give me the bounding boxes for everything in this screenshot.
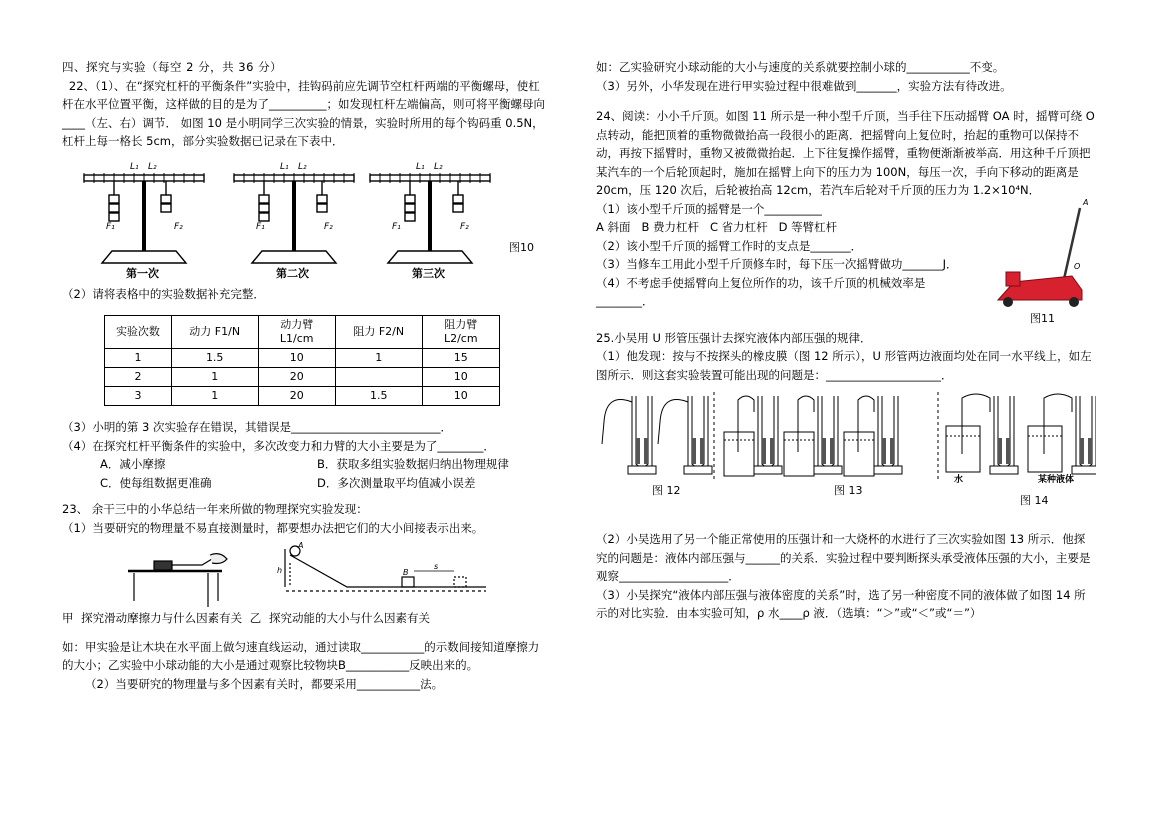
q24-reading: 24、阅读：小小千斤顶。如图 11 所示是一种小型千斤顶，当手往下压动摇臂 OA 时，摇臂可绕 O 点转动，能把顶着的重物微微抬高一段很小的距离．把摇臂向上复位时，抬起的重物可以保持不动，再按下摇臂时，重物又被微微抬起．上下往复操作摇臂，重物便渐渐被举高．用这种千斤顶把某汽车的一个后轮顶起时，施加在摇臂上向下的压力为 100N，每压一次，手向下移动的距离是 20cm，压 120 次后，后轮被抬高 12cm，若汽车后轮对千斤顶的压力为 1.2×10⁴N． — [596, 109, 1095, 197]
q23-fig-caption: 甲 探究滑动摩擦力与什么因素有关 乙 探究动能的大小与什么因素有关 — [62, 611, 430, 625]
q22-options-row2 — [62, 474, 547, 493]
table-cell — [335, 368, 422, 387]
lever-mark-f2: F₂ — [460, 221, 469, 232]
th-l2: 阻力臂 L2/cm — [422, 316, 499, 349]
q22-part4: （4）在探究杠杆平衡条件的实验中，多次改变力和力臂的大小主要是为了________． — [62, 438, 495, 453]
fig13-caption: 图 13 — [834, 484, 863, 497]
lever-mark-f1: F₁ — [256, 221, 265, 232]
option-b: B．获取多组实验数据归纳出物理规律 — [317, 457, 509, 471]
q22-options-row1 — [62, 455, 547, 474]
lever-trial-label: 第三次 — [412, 266, 445, 279]
lever-trial-label: 第二次 — [276, 266, 309, 279]
q25-part2: （2）小吴选用了另一个能正常使用的压强计和一大烧杯的水进行了三次实验如图 13 所示．他探究的问题是：液体内部压强与______的关系．实验过程中要判断探头承受液体压强的大小，主要是观察___________________． — [596, 532, 1091, 583]
jack-figure — [984, 197, 1096, 326]
q25-intro: 25.小吴用 U 形管压强计去探究液体内部压强的规律． — [596, 330, 872, 345]
table-cell: 10 — [258, 349, 335, 368]
th-l1: 动力臂 L1/cm — [258, 316, 335, 349]
q22-part3: （3）小明的第 3 次实验存在错误，其错误是__________________________． — [62, 420, 452, 434]
q22-intro: 22、（1）、在“探究杠杆的平衡条件”实验中，挂钩码前应先调节空杠杆两端的平衡螺母，使杠杆在水平位置平衡，这样做的目的是为了__________；如发现杠杆左端偏高，则可将平衡螺母向____（左、右）调节． 如图 10 是小明同学三次实验的情景，实验时所用的每个钩码重 0.5N，杠杆上每一格长 5cm，部分实验数据已记录在下表中． — [62, 78, 545, 148]
manometer-figures — [596, 392, 1096, 528]
lever-mark-f2: F₂ — [174, 221, 183, 232]
lever-mark-f2: F₂ — [324, 221, 333, 232]
table-row — [105, 387, 500, 406]
q24-q1: （1）该小型千斤顶的摇臂是一个__________ — [596, 201, 822, 216]
table-cell: 1.5 — [171, 349, 258, 368]
lever-mark-f1: F₁ — [106, 221, 115, 232]
q23-control: 如：乙实验研究小球动能的大小与速度的关系就要控制小球的___________不变。 — [596, 60, 1005, 74]
section-title: 四、探究与实验（每空 2 分，共 36 分） — [62, 60, 283, 74]
th-f1: 动力 F1/N — [171, 316, 258, 349]
table-cell: 15 — [422, 349, 499, 368]
table-row — [105, 368, 500, 387]
liquid-other: 某种液体 — [1038, 475, 1075, 485]
liquid-water: 水 — [954, 475, 964, 485]
lever-figure-drawing — [62, 155, 547, 279]
table-cell: 1 — [335, 349, 422, 368]
q23-part2: （2）当要研究的物理量与多个因素有关时，都要采用___________法。 — [85, 676, 444, 691]
fig10-caption: 图10 — [509, 240, 534, 254]
q24-q1-options: A 斜面 B 费力杠杆 C 省力杠杆 D 等臂杠杆 — [596, 220, 838, 234]
table-cell: 3 — [105, 387, 172, 406]
table-cell: 1 — [105, 349, 172, 368]
jack-mark-o: O — [1074, 261, 1081, 271]
jack-mark-a: A — [1083, 197, 1089, 207]
option-c: C．使每组数据更准确 — [100, 475, 212, 490]
experiment-figure — [62, 541, 547, 613]
table-cell: 20 — [258, 387, 335, 406]
table-row — [105, 349, 500, 368]
lever-mark-f1: F₁ — [392, 221, 401, 232]
q24-q4: （4）不考虑手使摇臂向上复位所作的功，该千斤顶的机械效率是________． — [596, 275, 926, 308]
option-a: A．减小摩擦 — [100, 457, 166, 471]
lever-mark-l2: L₂ — [298, 161, 307, 172]
q23-part3: （3）另外，小华发现在进行甲实验过程中很难做到_______，实验方法有待改进。 — [596, 78, 1012, 93]
q25-part1: （1）他发现：按与不按探头的橡皮膜（图 12 所示），U 形管两边液面均处在同一水平线上，如左图所示．则这套实验装置可能出现的问题是：____________________． — [596, 349, 1092, 382]
table-cell: 10 — [422, 387, 499, 406]
table-cell: 10 — [422, 368, 499, 387]
table-cell: 1.5 — [335, 387, 422, 406]
lever-figure — [62, 155, 547, 279]
q24-questions — [596, 197, 1096, 325]
option-d: D．多次测量取平均值减小误差 — [317, 475, 476, 490]
lever-mark-l2: L₂ — [434, 161, 443, 172]
lever-mark-l2: L₂ — [148, 161, 157, 172]
table-cell: 1 — [171, 368, 258, 387]
th-trial: 实验次数 — [105, 316, 172, 349]
q23-part1: （1）当要研究的物理量不易直接测量时，都要想办法把它们的大小间接表示出来。 — [62, 520, 484, 535]
fig11-caption: 图11 — [1030, 311, 1055, 325]
table-cell: 1 — [171, 387, 258, 406]
table-header-row — [105, 316, 500, 349]
q23-example: 如：甲实验是让木块在水平面上做匀速直线运动，通过读取___________的示数间接知道摩擦力的大小；乙实验中小球动能的大小是通过观察比较物块B___________反映出来的。 — [62, 639, 540, 672]
th-f2: 阻力 F2/N — [335, 316, 422, 349]
right-column — [596, 58, 1096, 623]
left-column — [62, 58, 547, 693]
lever-mark-l1: L₁ — [416, 161, 425, 172]
lever-mark-l1: L₁ — [280, 161, 289, 172]
experiment-drawing — [62, 541, 547, 613]
mark-s: s — [434, 562, 439, 571]
lever-mark-l1: L₁ — [130, 161, 139, 172]
table-cell: 2 — [105, 368, 172, 387]
table-cell: 20 — [258, 368, 335, 387]
q24-q2: （2）该小型千斤顶的摇臂工作时的支点是_______． — [596, 238, 863, 253]
q24-q3: （3）当修车工用此小型千斤顶修车时，每下压一次摇臂做功_______J． — [596, 257, 958, 271]
jack-drawing — [984, 197, 1096, 310]
lever-trial-label: 第一次 — [126, 266, 159, 279]
fig12-caption: 图 12 — [652, 484, 681, 497]
mark-a: A — [298, 541, 304, 550]
data-table — [104, 315, 500, 406]
fig14-caption: 图 14 — [1020, 494, 1049, 507]
q22-part2: （2）请将表格中的实验数据补充完整． — [62, 286, 265, 301]
mark-h: h — [277, 566, 283, 575]
q23-intro: 23、 余干三中的小华总结一年来所做的物理探究实验发现： — [62, 502, 368, 516]
mark-b: B — [403, 568, 409, 577]
q25-part3: （3）小吴探究“液体内部压强与液体密度的关系”时，选了另一种密度不同的液体做了如图 14 所示的对比实验．由本实验可知，ρ 水____ρ 液．（选填：“＞”或“＜”或“＝”） — [596, 587, 1086, 620]
